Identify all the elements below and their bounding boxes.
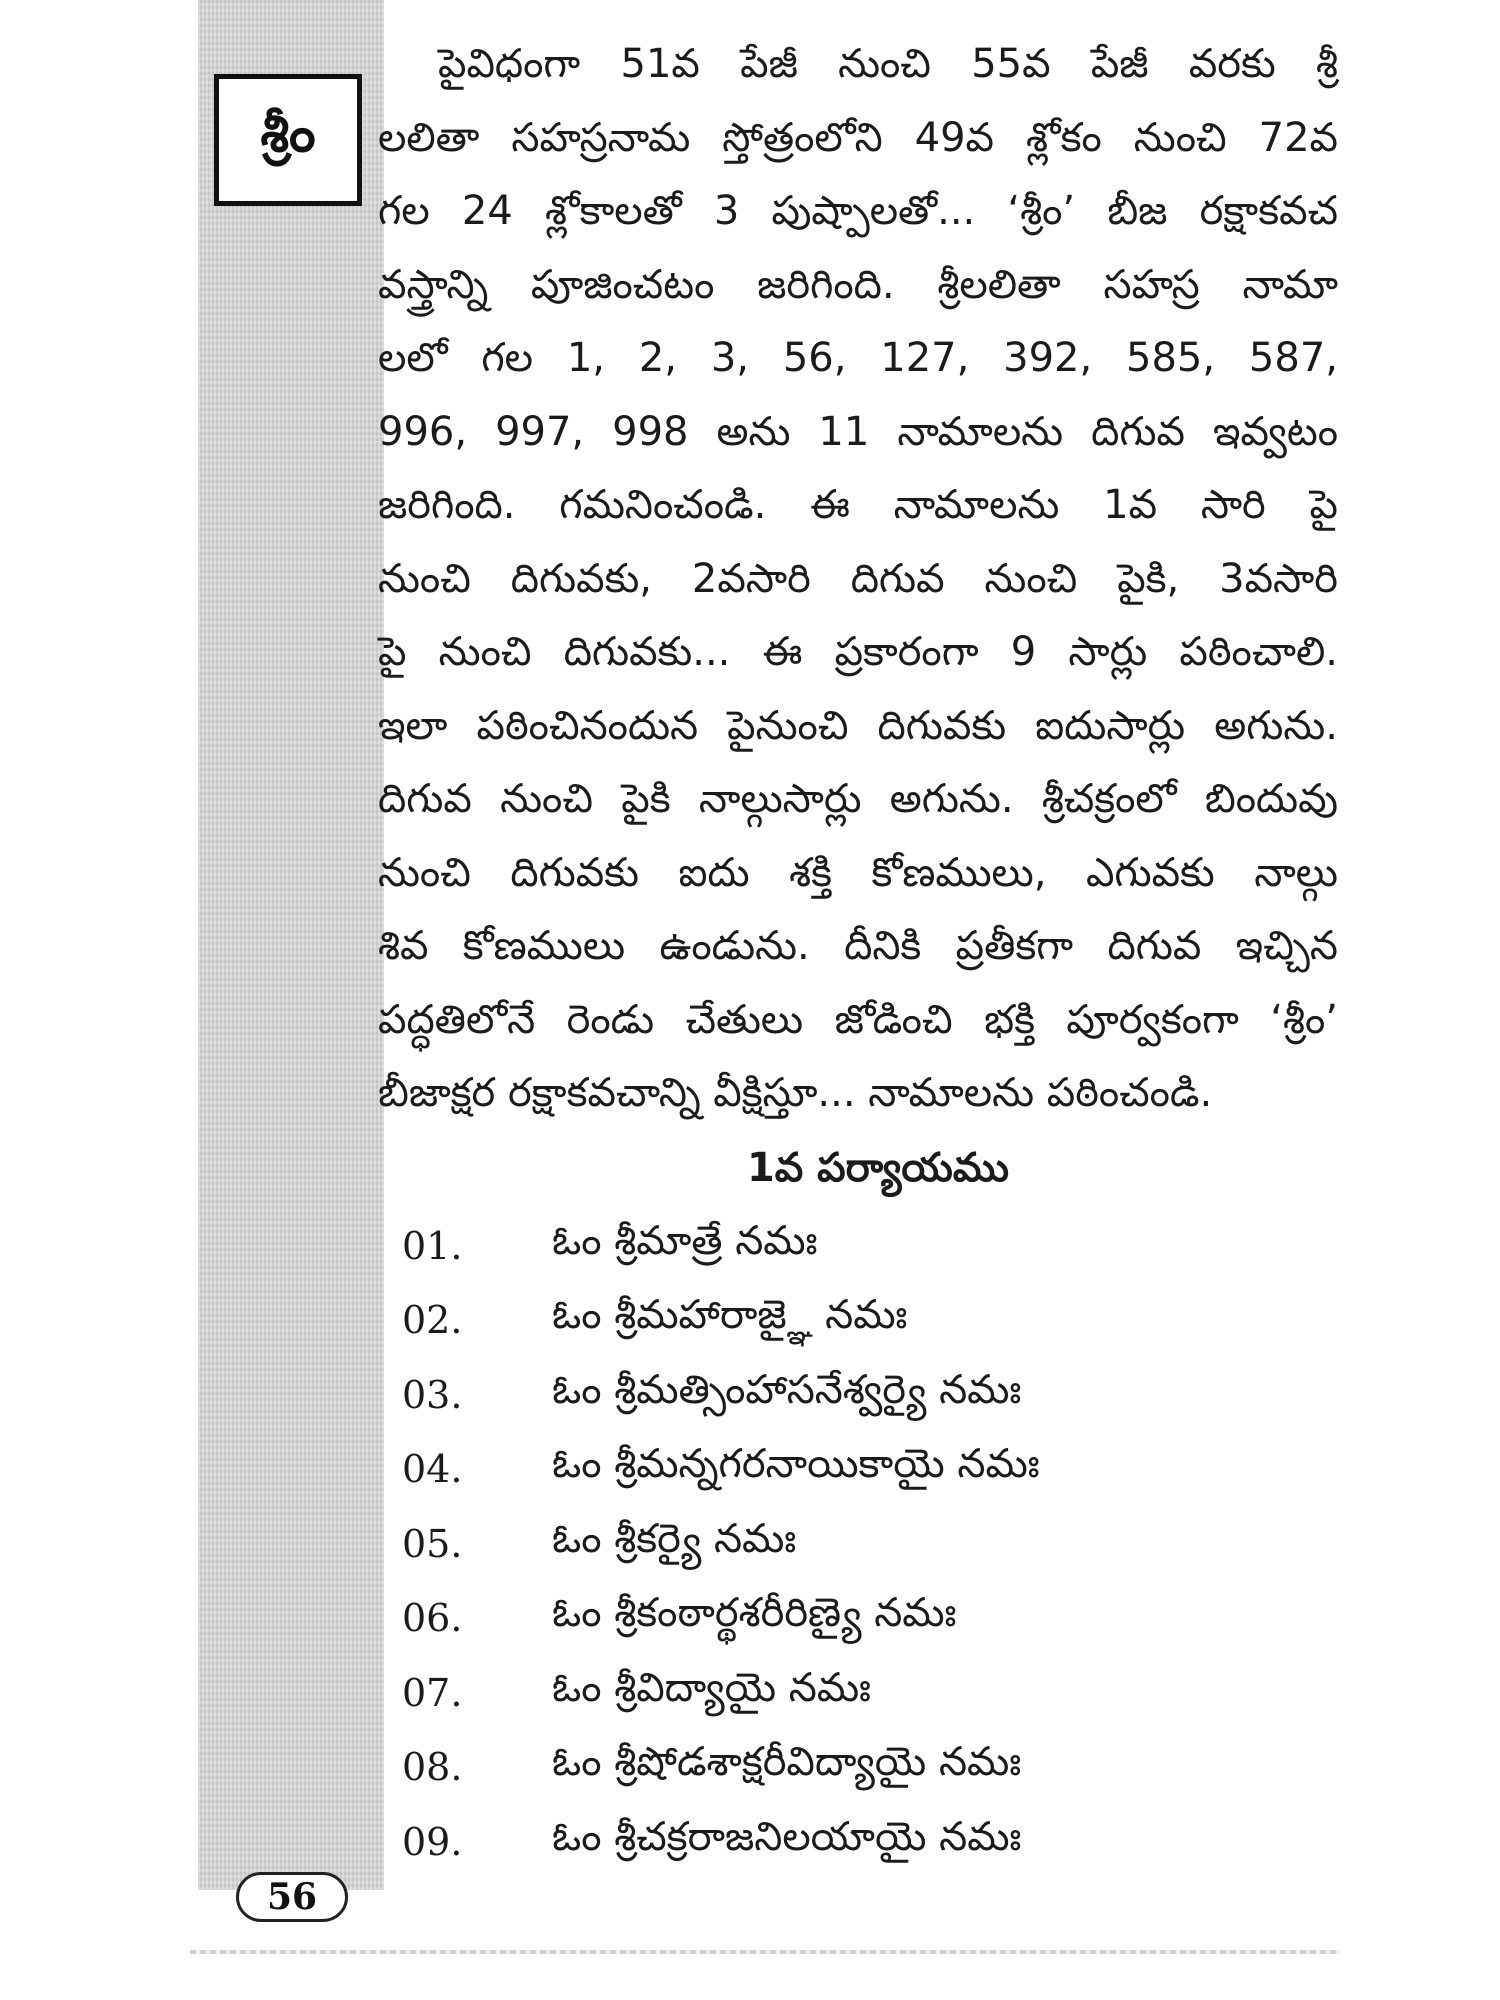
paragraph-line: జరిగింది. గమనించండి. ఈ నామాలను 1వ సారి పై [378,482,1338,528]
paragraph-line: ఇలా పఠించినందున పైనుంచి దిగువకు ఐదుసార్లు అగును. [378,702,1338,749]
paragraph-line: వస్త్రాన్ని పూజించటం జరిగింది. శ్రీలలితా సహస్ర నామా [378,261,1338,308]
bija-box [214,74,362,206]
item-text: ఓం శ్రీమహారాజ్ఞై నమః [552,1292,908,1339]
intro-paragraph [378,28,1338,1131]
paragraph-line: లలో గల 1, 2, 3, 56, 127, 392, 585, 587, [378,335,1338,381]
item-number: 05. [402,1521,463,1566]
list-item [378,1730,1338,1805]
item-number: 03. [402,1372,463,1417]
list-item [378,1358,1338,1433]
page-number-badge: 56 [236,1872,348,1922]
paragraph-line: పై నుంచి దిగువకు... ఈ ప్రకారంగా 9 సార్లు పఠించాలి. [378,629,1338,675]
item-number: 04. [402,1447,463,1492]
item-text: ఓం శ్రీకర్యై నమః [552,1515,797,1562]
paragraph-line: బీజాక్షర రక్షాకవచాన్ని వీక్షిస్తూ... నామాలను పఠించండి. [378,1070,1213,1116]
paragraph-line: గల 24 శ్లోకాలతో 3 పుష్పాలతో... ‘శ్రీం’ బీజ రక్షాకవచ [378,188,1338,234]
sidebar-strip [198,0,384,1890]
item-number: 08. [402,1745,463,1790]
item-text: ఓం శ్రీమత్సింహాసనేశ్వర్యై నమః [552,1366,1022,1413]
item-number: 02. [402,1298,463,1343]
list-item [378,1283,1338,1358]
page-content [378,28,1338,1879]
item-number: 06. [402,1596,463,1641]
list-item [378,1507,1338,1582]
item-text: ఓం శ్రీషోడశాక్షరీవిద్యాయై నమః [552,1739,1022,1786]
list-item [378,1805,1338,1880]
paragraph-line: పద్ధతిలోనే రెండు చేతులు జోడించి భక్తి పూర్వకంగా ‘శ్రీం’ [378,996,1338,1043]
list-item [378,1209,1338,1284]
paragraph-line: దిగువ నుంచి పైకి నాల్గుసార్లు అగును. శ్రీచక్రంలో బిందువు [378,776,1338,822]
list-item [378,1581,1338,1656]
names-list [378,1209,1338,1880]
item-text: ఓం శ్రీచక్రరాజనిలయాయై నమః [552,1813,1022,1860]
paragraph-line: 996, 997, 998 అను 11 నామాలను దిగువ ఇవ్వటం [378,408,1338,455]
item-number: 01. [402,1223,463,1268]
paragraph-line: శివ కోణములు ఉండును. దీనికి ప్రతీకగా దిగువ ఇచ్చిన [378,923,1338,969]
item-text: ఓం శ్రీమాత్రే నమః [552,1217,818,1264]
list-item [378,1656,1338,1731]
item-text: ఓం శ్రీమన్నగరనాయికాయై నమః [552,1441,1040,1488]
bottom-divider [190,1950,1340,1954]
list-item [378,1432,1338,1507]
bija-label: శ్రీం [260,103,316,164]
paragraph-line: నుంచి దిగువకు, 2వసారి దిగువ నుంచి పైకి, 3వసారి [378,555,1338,602]
item-text: ఓం శ్రీకంఠార్థశరీరిణ్యై నమః [552,1590,957,1637]
paragraph-line: నుంచి దిగువకు ఐదు శక్తి కోణములు, ఎగువకు నాల్గు [378,849,1338,896]
item-number: 09. [402,1819,463,1864]
item-number: 07. [402,1670,463,1715]
paragraph-line: లలితా సహస్రనామ స్తోత్రంలోని 49వ శ్లోకం నుంచి 72వ [378,114,1338,161]
item-text: ఓం శ్రీవిద్యాయై నమః [552,1664,871,1711]
paragraph-line: పైవిధంగా 51వ పేజీ నుంచి 55వ పేజీ వరకు శ్రీ [438,41,1338,87]
section-heading: 1వ పర్యాయము [746,1144,1010,1191]
